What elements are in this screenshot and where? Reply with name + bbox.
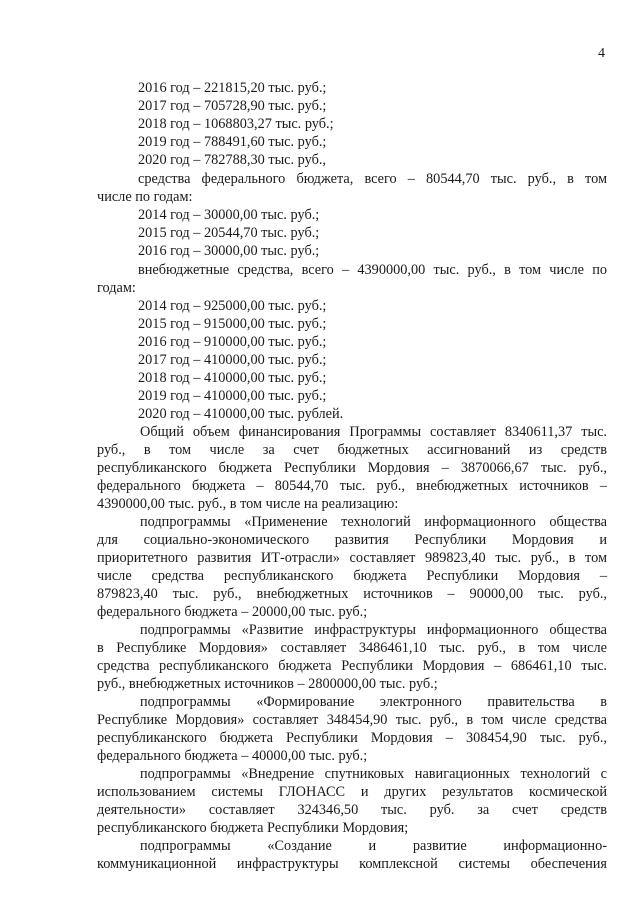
text-line: средства республиканского бюджета Республики Мордовия – 686461,10 тыс. [97, 658, 607, 674]
text-line: 4390000,00 тыс. руб., в том числе на реализацию: [97, 496, 399, 512]
text-line: 2016 год – 910000,00 тыс. руб.; [138, 334, 327, 350]
text-line: 2014 год – 30000,00 тыс. руб.; [138, 207, 320, 223]
text-line: подпрограммы «Внедрение спутниковых навигационных технологий с [140, 766, 607, 782]
text-line: средства федерального бюджета, всего – 80544,70 тыс. руб., в том [138, 171, 607, 187]
text-line: коммуникационной инфраструктуры комплексной системы обеспечения [97, 856, 607, 872]
text-line: 2018 год – 410000,00 тыс. руб.; [138, 370, 327, 386]
text-line: федерального бюджета – 20000,00 тыс. руб.; [97, 604, 368, 620]
text-line: республиканского бюджета Республики Мордовия; [97, 820, 409, 836]
text-line: деятельности» составляет 324346,50 тыс. руб. за счет средств [97, 802, 607, 818]
text-line: федерального бюджета – 40000,00 тыс. руб.; [97, 748, 368, 764]
text-line: 2014 год – 925000,00 тыс. руб.; [138, 298, 327, 314]
text-line: внебюджетные средства, всего – 4390000,00 тыс. руб., в том числе по [138, 262, 607, 278]
text-line: 2017 год – 705728,90 тыс. руб.; [138, 98, 327, 114]
text-line: числе по годам: [97, 189, 193, 205]
text-line: 2015 год – 915000,00 тыс. руб.; [138, 316, 327, 332]
text-line: республиканского бюджета Республики Мордовия – 308454,90 тыс. руб., [97, 730, 607, 746]
text-line: 2015 год – 20544,70 тыс. руб.; [138, 225, 320, 241]
text-line: 879823,40 тыс. руб., внебюджетных источников – 90000,00 тыс. руб., [97, 586, 607, 602]
text-line: подпрограммы «Формирование электронного правительства в [140, 694, 607, 710]
text-line: руб., в том числе за счет бюджетных ассигнований из средств [97, 442, 607, 458]
text-line: 2019 год – 788491,60 тыс. руб.; [138, 134, 327, 150]
text-line: Общий объем финансирования Программы составляет 8340611,37 тыс. [140, 424, 607, 440]
text-line: приоритетного развития ИТ-отрасли» составляет 989823,40 тыс. руб., в том [97, 550, 607, 566]
text-line: 2016 год – 30000,00 тыс. руб.; [138, 243, 320, 259]
text-line: подпрограммы «Применение технологий информационного общества [140, 514, 607, 530]
text-line: подпрограммы «Создание и развитие информационно- [140, 838, 607, 854]
text-line: числе средства республиканского бюджета Республики Мордовия – [97, 568, 607, 584]
text-line: использованием системы ГЛОНАСС и других результатов космической [97, 784, 607, 800]
text-line: 2018 год – 1068803,27 тыс. руб.; [138, 116, 334, 132]
text-line: подпрограммы «Развитие инфраструктуры информационного общества [140, 622, 607, 638]
text-line: годам: [97, 280, 136, 296]
text-line: 2016 год – 221815,20 тыс. руб.; [138, 80, 327, 96]
page-number: 4 [598, 46, 605, 61]
text-line: федерального бюджета – 80544,70 тыс. руб., внебюджетных источников – [97, 478, 607, 494]
text-line: 2020 год – 410000,00 тыс. рублей. [138, 406, 344, 422]
text-line: 2017 год – 410000,00 тыс. руб.; [138, 352, 327, 368]
text-line: для социально-экономического развития Республики Мордовия и [97, 532, 607, 548]
text-line: Республике Мордовия» составляет 348454,90 тыс. руб., в том числе средства [97, 712, 607, 728]
text-line: 2020 год – 782788,30 тыс. руб., [138, 152, 327, 168]
text-line: республиканского бюджета Республики Мордовия – 3870066,67 тыс. руб., [97, 460, 607, 476]
text-line: в Республике Мордовия» составляет 3486461,10 тыс. руб., в том числе [97, 640, 607, 656]
text-line: 2019 год – 410000,00 тыс. руб.; [138, 388, 327, 404]
text-line: руб., внебюджетных источников – 2800000,00 тыс. руб.; [97, 676, 438, 692]
